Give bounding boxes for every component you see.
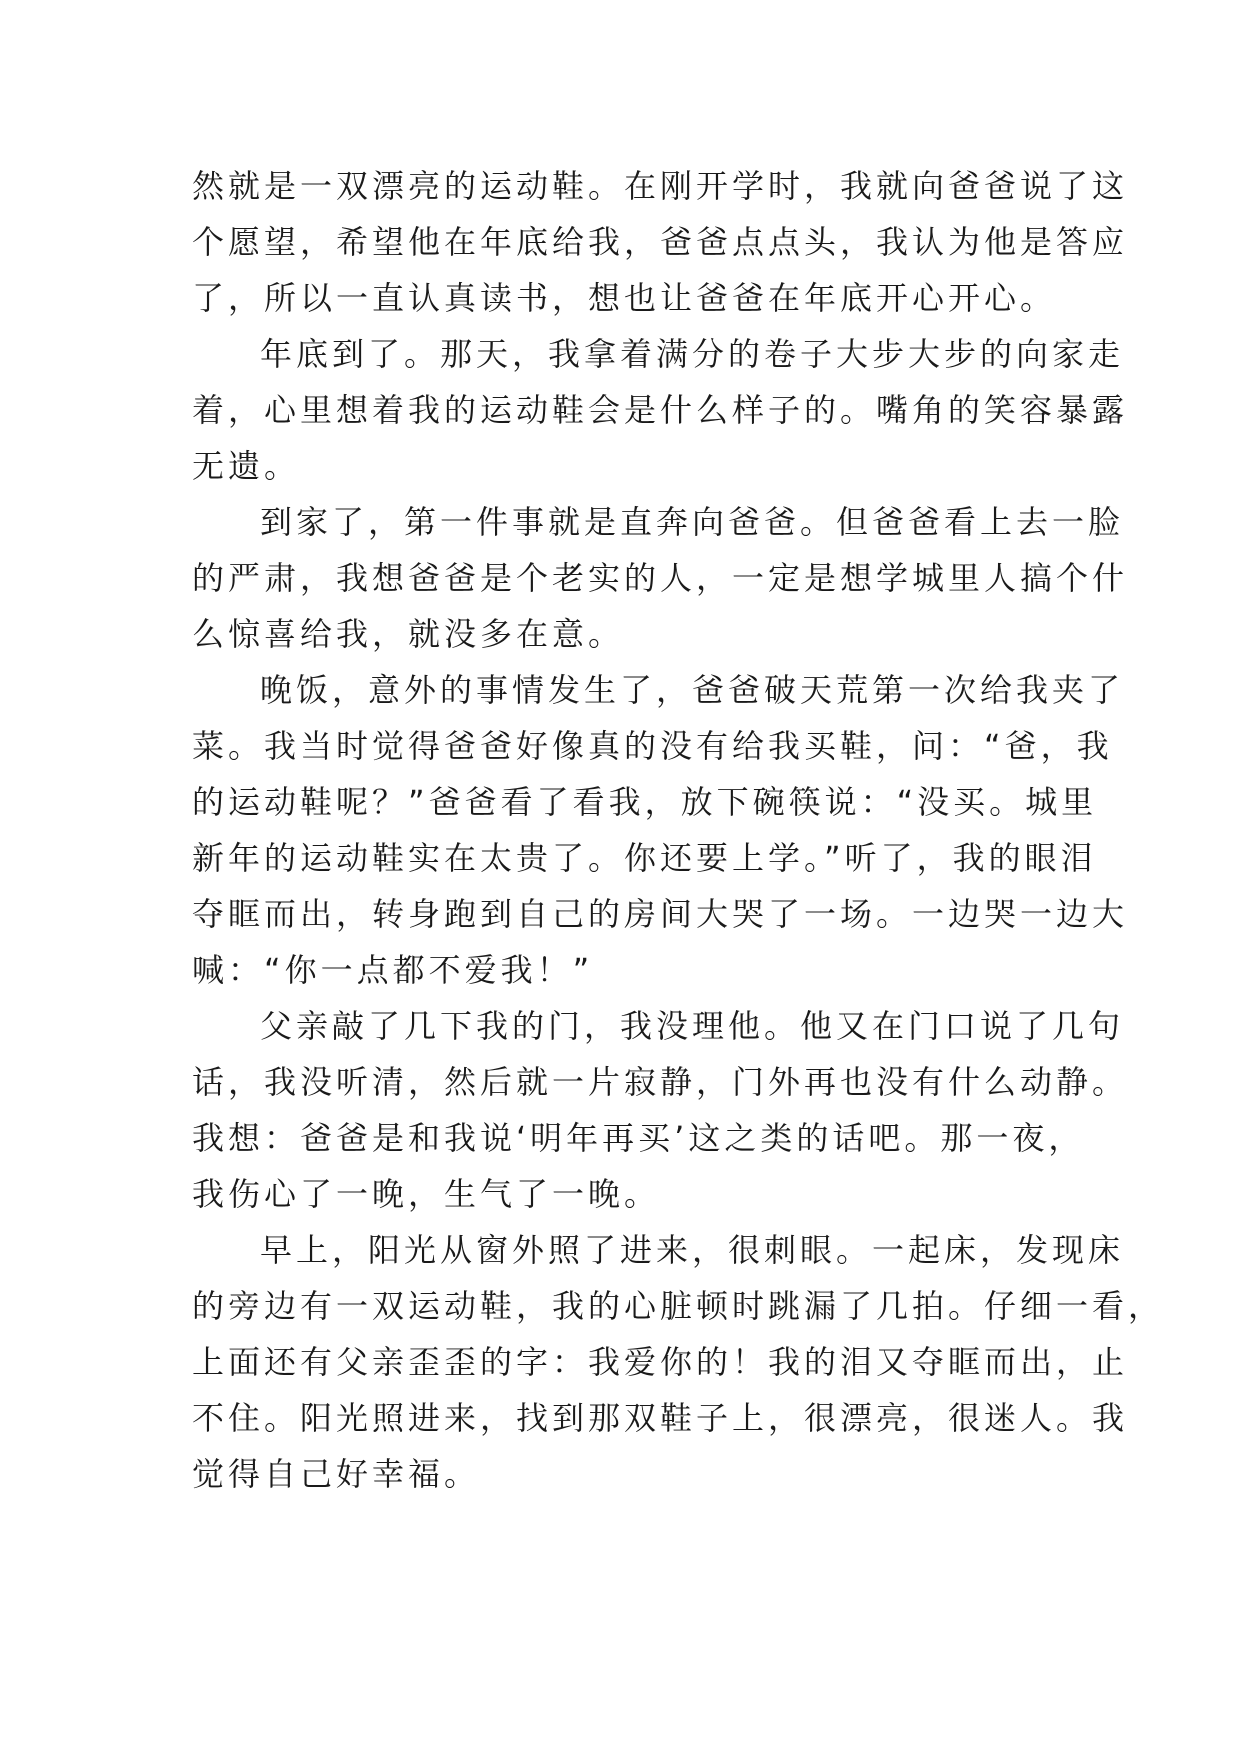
- text-line: 无遗。: [192, 447, 301, 485]
- text-line: 夺眶而出，转身跑到自己的房间大哭了一场。一边哭一边大: [192, 895, 1129, 933]
- text-line: 然就是一双漂亮的运动鞋。在刚开学时，我就向爸爸说了这: [192, 167, 1129, 205]
- text-line: 话，我没听清，然后就一片寂静，门外再也没有什么动静。: [192, 1063, 1129, 1101]
- text-line: 的旁边有一双运动鞋，我的心脏顿时跳漏了几拍。仔细一看，: [192, 1287, 1165, 1325]
- paragraph-first-line: 到家了，第一件事就是直奔向爸爸。但爸爸看上去一脸: [260, 503, 1125, 541]
- paragraph-first-line: 早上，阳光从窗外照了进来，很刺眼。一起床，发现床: [260, 1231, 1125, 1269]
- text-line: 个愿望，希望他在年底给我，爸爸点点头，我认为他是答应: [192, 223, 1129, 261]
- text-line: 了，所以一直认真读书，想也让爸爸在年底开心开心。: [192, 279, 1057, 317]
- text-line: 的严肃，我想爸爸是个老实的人，一定是想学城里人搞个什: [192, 559, 1129, 597]
- paragraph-first-line: 晚饭，意外的事情发生了，爸爸破天荒第一次给我夹了: [260, 671, 1125, 709]
- text-line: 觉得自己好幸福。: [192, 1455, 481, 1493]
- text-line: 不住。阳光照进来，找到那双鞋子上，很漂亮，很迷人。我: [192, 1399, 1129, 1437]
- text-line: 我想：爸爸是和我说‘明年再买’这之类的话吧。那一夜，: [192, 1119, 1085, 1157]
- text-line: 新年的运动鞋实在太贵了。你还要上学。”听了，我的眼泪: [192, 839, 1097, 877]
- essay-body: [192, 158, 1165, 1502]
- paragraph-first-line: 年底到了。那天，我拿着满分的卷子大步大步的向家走: [260, 335, 1125, 373]
- paragraph-first-line: 父亲敲了几下我的门，我没理他。他又在门口说了几句: [260, 1007, 1125, 1045]
- text-line: 么惊喜给我，就没多在意。: [192, 615, 625, 653]
- text-line: 菜。我当时觉得爸爸好像真的没有给我买鞋，问：“爸，我: [192, 727, 1113, 765]
- text-line: 上面还有父亲歪歪的字：我爱你的！我的泪又夺眶而出，止: [192, 1343, 1129, 1381]
- text-line: 的运动鞋呢？”爸爸看了看我，放下碗筷说：“没买。城里: [192, 783, 1098, 821]
- text-line: 喊：“你一点都不爱我！”: [192, 951, 594, 989]
- text-line: 着，心里想着我的运动鞋会是什么样子的。嘴角的笑容暴露: [192, 391, 1129, 429]
- text-line: 我伤心了一晚，生气了一晚。: [192, 1175, 661, 1213]
